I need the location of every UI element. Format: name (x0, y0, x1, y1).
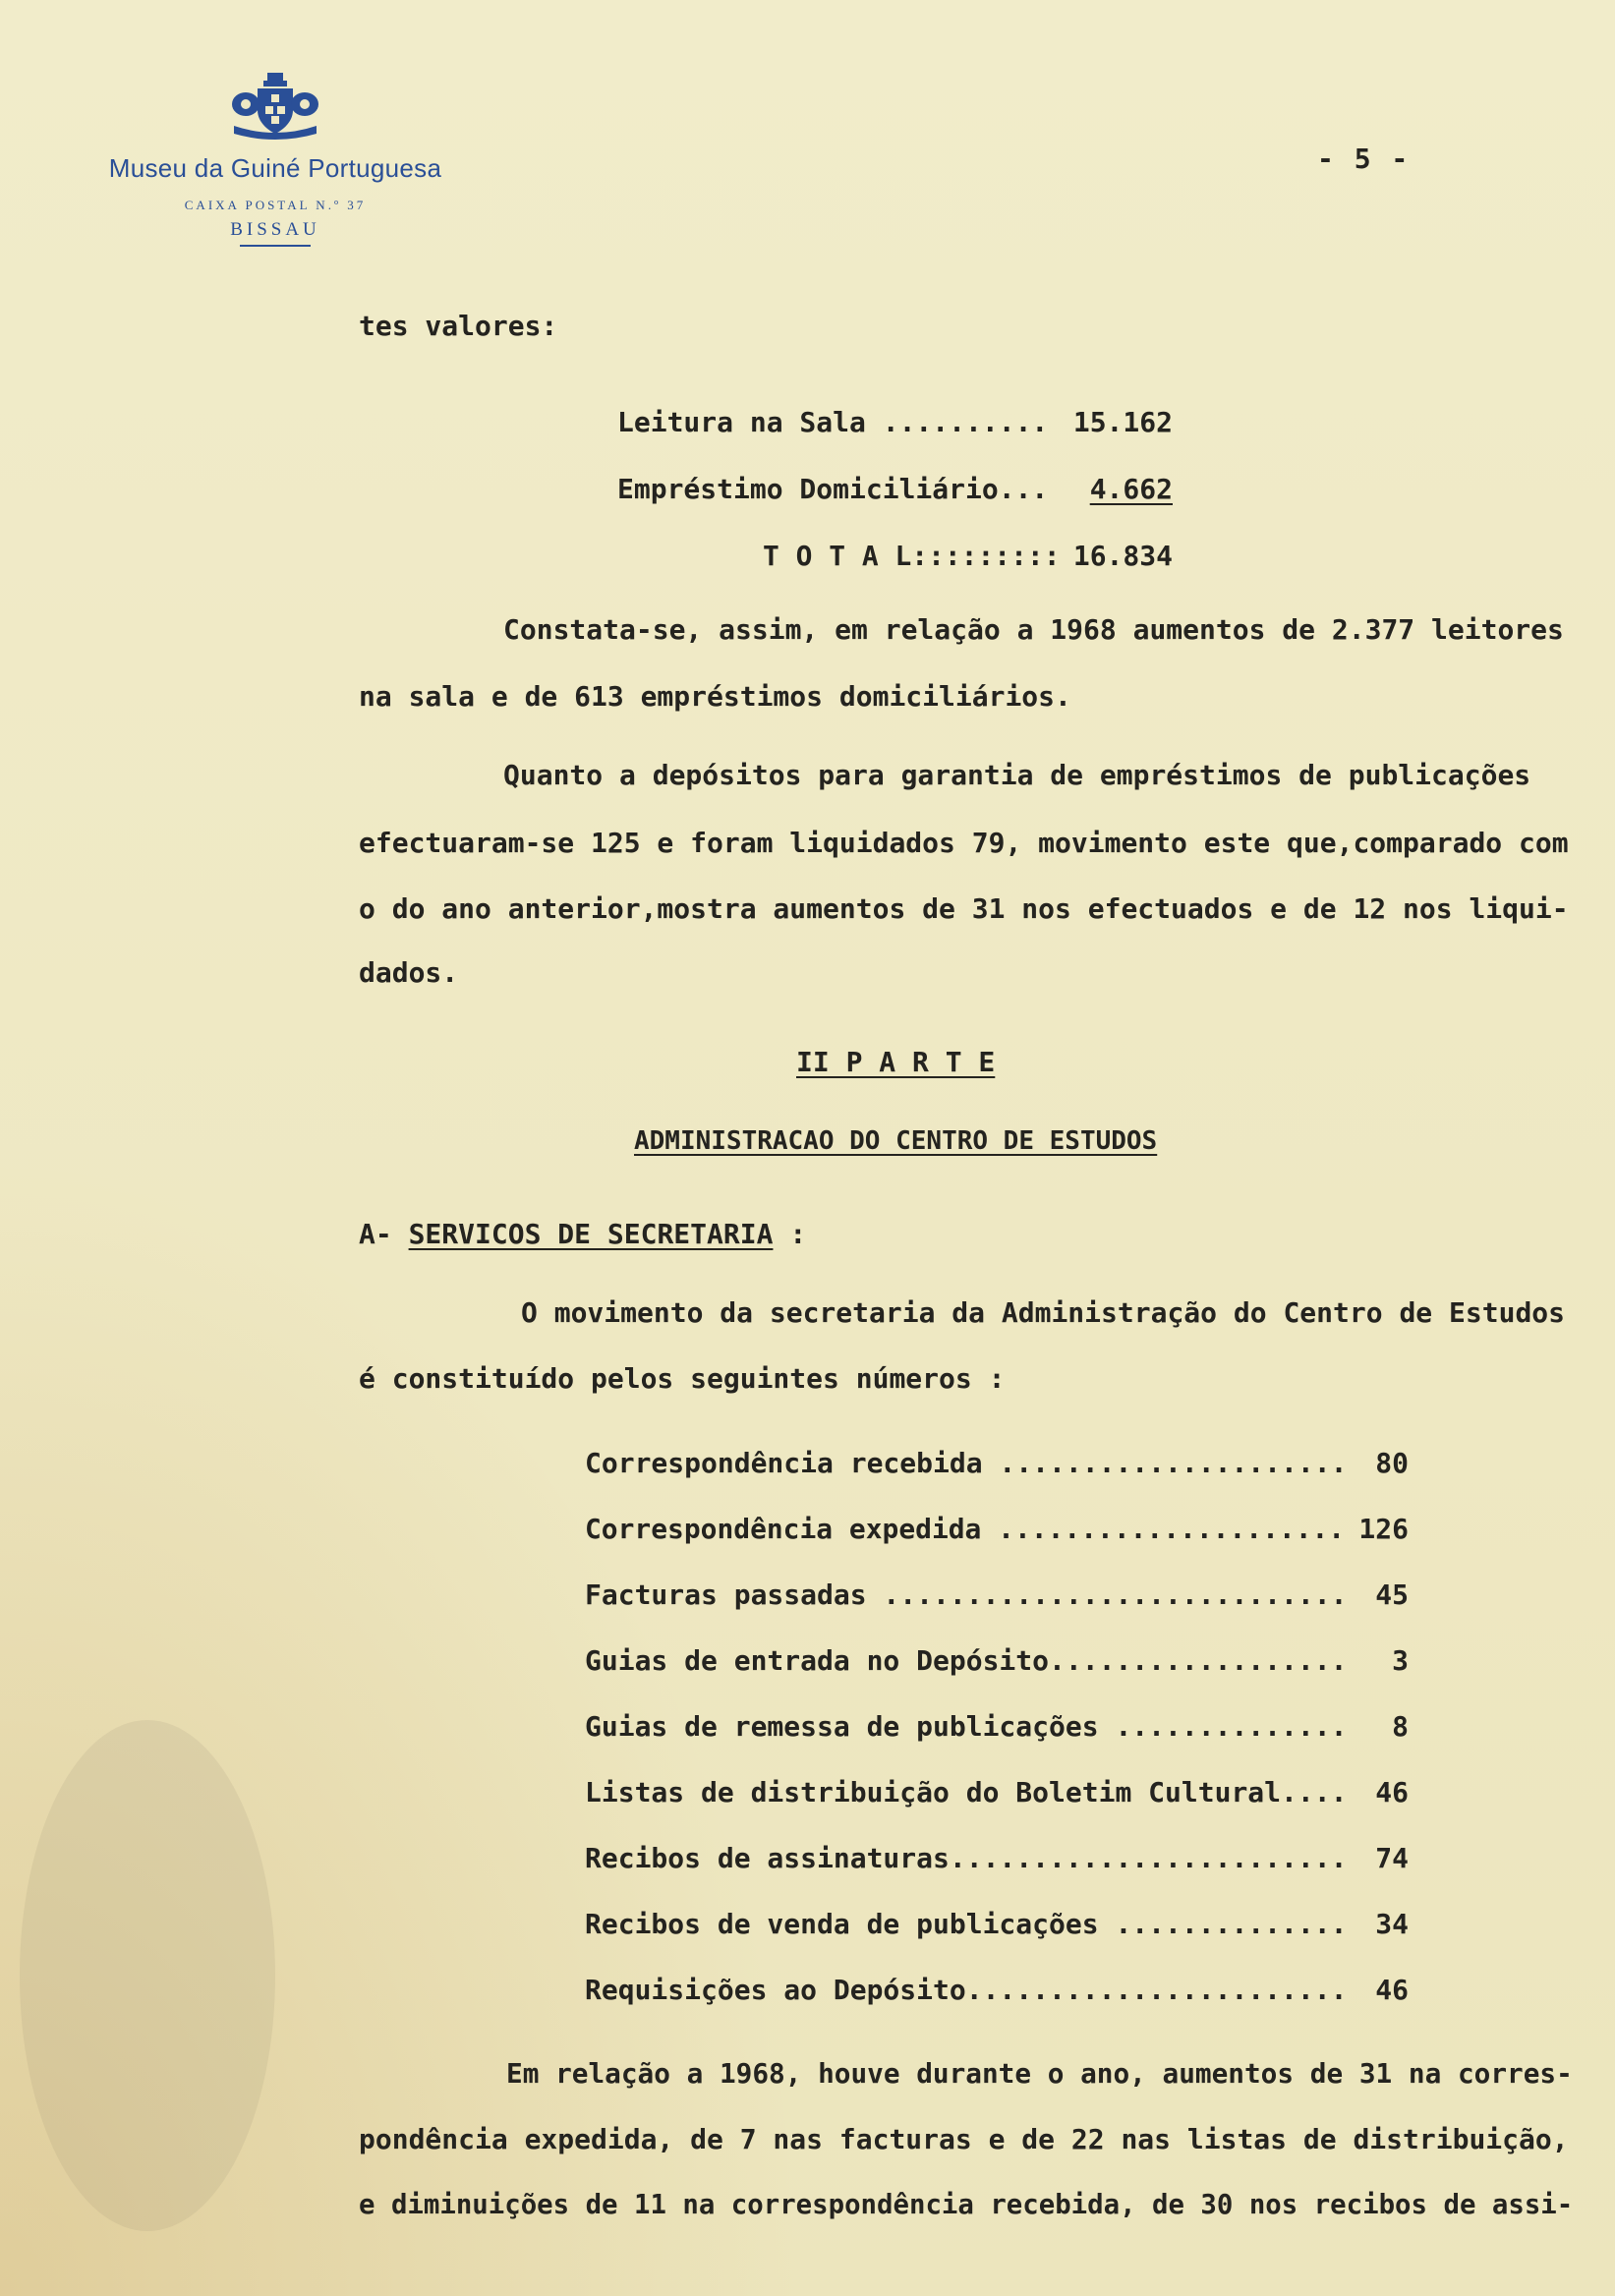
subsection-prefix: A- (359, 1218, 392, 1250)
count-value: 46 (1375, 1974, 1409, 2006)
stat-value: 15.162 (1072, 406, 1173, 438)
count-row (585, 1644, 1409, 1678)
count-value: 8 (1392, 1710, 1409, 1743)
count-value: 74 (1375, 1842, 1409, 1874)
paragraph-2-line-2: efectuaram-se 125 e foram liquidados 79, movimento este que,comparado com (359, 827, 1569, 859)
city-name: BISSAU (230, 219, 320, 240)
stat-row-reading (617, 406, 1173, 439)
paragraph-2-line-3: o do ano anterior,mostra aumentos de 31 nos efectuados e de 12 nos liqui- (359, 892, 1569, 925)
paper-stain (20, 1720, 275, 2231)
section-heading: ADMINISTRACAO DO CENTRO DE ESTUDOS (634, 1126, 1158, 1156)
count-label: Recibos de assinaturas........................ (585, 1842, 1348, 1874)
paragraph-3-line-1: O movimento da secretaria da Administração do Centro de Estudos (521, 1296, 1566, 1329)
count-value: 46 (1375, 1776, 1409, 1808)
count-value: 126 (1358, 1513, 1409, 1545)
stat-value: 4.662 (1089, 473, 1173, 505)
stat-row-total (617, 540, 1173, 573)
count-row (585, 1710, 1409, 1744)
count-row (585, 1447, 1409, 1480)
count-label: Correspondência recebida ..................... (585, 1447, 1348, 1479)
count-label: Guias de entrada no Depósito.................. (585, 1644, 1348, 1677)
paragraph-2-line-1: Quanto a depósitos para garantia de empréstimos de publicações (503, 759, 1531, 791)
stat-label: Leitura na Sala .......... (617, 406, 1049, 438)
stat-label: T O T A L::::::::: (763, 540, 1061, 572)
paragraph-4-line-3: e diminuições de 11 na correspondência recebida, de 30 nos recibos de assi- (359, 2188, 1574, 2220)
count-row (585, 1908, 1409, 1941)
paragraph-1-line-1: Constata-se, assim, em relação a 1968 aumentos de 2.377 leitores (503, 613, 1564, 646)
count-value: 80 (1375, 1447, 1409, 1479)
paragraph-3-line-2: é constituído pelos seguintes números : (359, 1362, 1006, 1395)
letterhead-rule (240, 245, 311, 247)
subsection-title: SERVICOS DE SECRETARIA (408, 1218, 774, 1250)
stat-label: Empréstimo Domiciliário... (617, 473, 1049, 505)
letterhead (59, 71, 491, 247)
paragraph-4-line-2: pondência expedida, de 7 nas facturas e de 22 nas listas de distribuição, (359, 2123, 1569, 2155)
count-label: Facturas passadas ............................ (585, 1578, 1348, 1611)
stat-row-loan (617, 473, 1173, 506)
count-label: Correspondência expedida ..................... (585, 1513, 1346, 1545)
paragraph-4-line-1: Em relação a 1968, houve durante o ano, aumentos de 31 na corres- (506, 2057, 1573, 2090)
count-label: Recibos de venda de publicações .............. (585, 1908, 1348, 1940)
page-number: - 5 - (1317, 143, 1411, 175)
intro-line: tes valores: (359, 310, 558, 342)
subsection-heading (359, 1218, 807, 1250)
stat-value: 16.834 (1072, 540, 1173, 572)
count-value: 45 (1375, 1578, 1409, 1611)
postal-box: CAIXA POSTAL N.º 37 (184, 198, 367, 212)
count-row (585, 1578, 1409, 1612)
count-row (585, 1776, 1409, 1809)
count-label: Guias de remessa de publicações .............. (585, 1710, 1348, 1743)
count-value: 3 (1392, 1644, 1409, 1677)
paragraph-1-line-2: na sala e de 613 empréstimos domiciliários. (359, 680, 1071, 713)
count-row (585, 1974, 1409, 2007)
subsection-suffix: : (789, 1218, 807, 1250)
count-value: 34 (1375, 1908, 1409, 1940)
coat-of-arms-icon (228, 71, 322, 147)
count-row (585, 1513, 1409, 1546)
paragraph-2-line-4: dados. (359, 956, 459, 989)
count-row (585, 1842, 1409, 1875)
part-heading: II P A R T E (796, 1046, 996, 1078)
count-label: Requisições ao Depósito....................... (585, 1974, 1348, 2006)
count-label: Listas de distribuição do Boletim Cultural.... (585, 1776, 1348, 1808)
institution-name: Museu da Guiné Portuguesa (108, 153, 442, 183)
